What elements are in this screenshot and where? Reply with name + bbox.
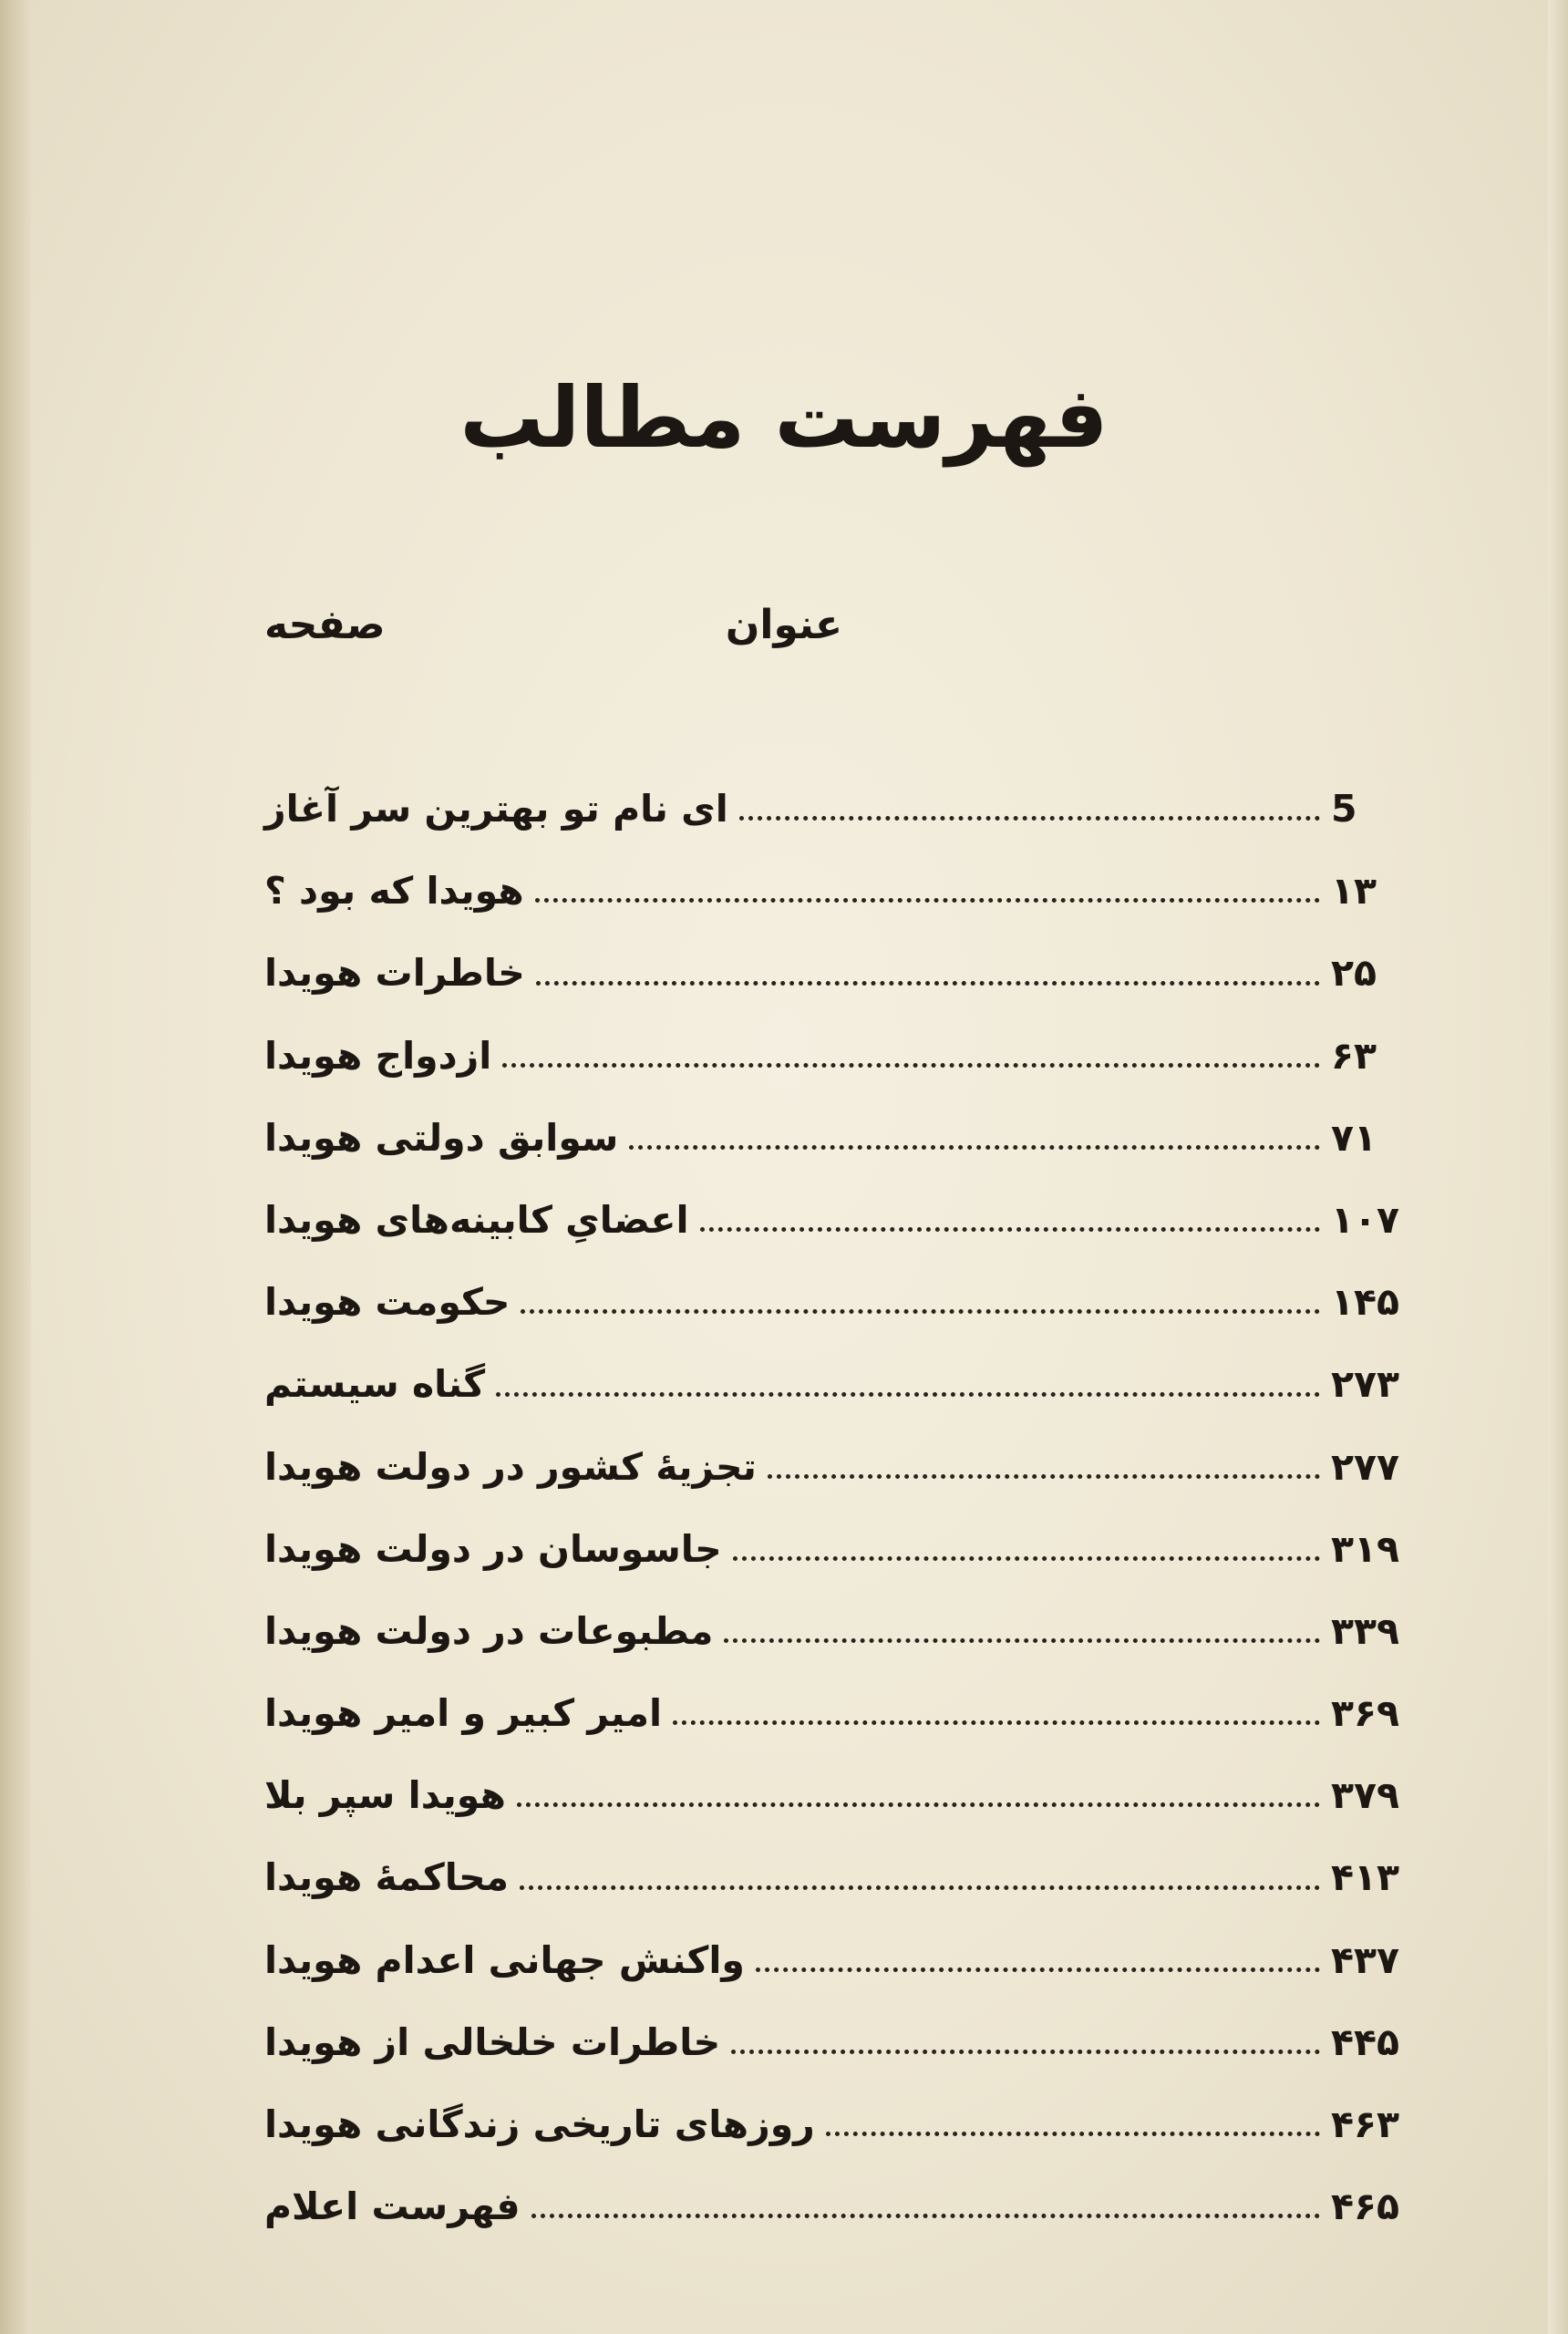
toc-entry-page: ۳۱۹ (1331, 1526, 1400, 1571)
toc-entry-page: ۴۶۵ (1331, 2184, 1400, 2229)
toc-entry[interactable] (264, 1079, 1413, 1161)
table-of-contents (264, 749, 1413, 2229)
page-binding-edge (0, 0, 31, 2334)
toc-entry[interactable] (264, 749, 1413, 831)
dot-leader (733, 1556, 1320, 1561)
toc-entry[interactable] (264, 1818, 1413, 1900)
toc-entry-page: ۴۴۵ (1331, 2019, 1400, 2064)
toc-entry[interactable] (264, 1325, 1413, 1407)
toc-entry-title: روزهای تاریخی زندگانی هویدا (264, 2102, 815, 2146)
toc-entry-page: ۴۳۷ (1331, 1937, 1400, 1982)
page-column-header: صفحه (264, 602, 386, 648)
toc-entry-title: تجزیهٔ کشور در دولت هویدا (264, 1444, 757, 1489)
toc-entry-page: ۷۱ (1331, 1115, 1377, 1160)
page-title: فهرست مطالب (459, 369, 1109, 467)
title-column-header: عنوان (725, 602, 843, 648)
toc-entry[interactable] (264, 1736, 1413, 1818)
toc-entry-page: ۲۵ (1331, 951, 1377, 996)
toc-entry-title: امیر کبیر و امیر هویدا (264, 1691, 663, 1736)
toc-entry-page: ۲۷۳ (1331, 1362, 1400, 1407)
dot-leader (496, 1392, 1320, 1397)
toc-entry-title: سوابق دولتی هویدا (264, 1115, 619, 1160)
toc-entry-title: اعضایِ کابینه‌های هویدا (264, 1197, 689, 1242)
dot-leader (739, 816, 1320, 821)
toc-entry[interactable] (264, 831, 1413, 914)
toc-entry[interactable] (264, 1161, 1413, 1243)
toc-entry-title: خاطرات خلخالی از هویدا (264, 2019, 721, 2064)
dot-leader (700, 1227, 1320, 1232)
toc-entry-title: گناه سیستم (264, 1362, 486, 1407)
dot-leader (768, 1474, 1320, 1479)
toc-entry[interactable] (264, 1572, 1413, 1654)
dot-leader (502, 1063, 1320, 1068)
dot-leader (517, 1802, 1320, 1807)
dot-leader (673, 1720, 1320, 1725)
toc-entry-page: ۴۶۳ (1331, 2102, 1400, 2146)
dot-leader (756, 1967, 1320, 1972)
toc-entry[interactable] (264, 1408, 1413, 1490)
toc-entry[interactable] (264, 914, 1413, 996)
dot-leader (826, 2132, 1320, 2136)
dot-leader (520, 1885, 1320, 1890)
toc-entry-title: واکنش جهانی اعدام هویدا (264, 1937, 745, 1982)
toc-entry-page: ۶۳ (1331, 1033, 1377, 1078)
dot-leader (536, 981, 1320, 986)
toc-entry-title: ازدواج هویدا (264, 1033, 492, 1078)
toc-entry-page: ۱۴۵ (1331, 1280, 1400, 1325)
toc-entry-page: ۴۱۳ (1331, 1855, 1400, 1900)
toc-entry[interactable] (264, 2065, 1413, 2147)
toc-entry[interactable] (264, 997, 1413, 1079)
toc-entry[interactable] (264, 1983, 1413, 2065)
toc-entry-page: ۳۳۹ (1331, 1608, 1400, 1653)
toc-entry-title: محاکمهٔ هویدا (264, 1855, 510, 1900)
toc-entry-title: فهرست اعلام (264, 2184, 521, 2229)
dot-leader (531, 2214, 1320, 2218)
toc-entry[interactable] (264, 1243, 1413, 1325)
toc-entry-title: جاسوسان در دولت هویدا (264, 1526, 722, 1571)
toc-entry-title: هویدا که بود ؟ (264, 869, 524, 914)
toc-entry-title: هویدا سپر بلا (264, 1773, 506, 1818)
toc-entry-page: ۳۶۹ (1331, 1691, 1400, 1736)
toc-entry-title: مطبوعات در دولت هویدا (264, 1608, 714, 1653)
dot-leader (535, 898, 1320, 903)
toc-entry-page: ۳۷۹ (1331, 1773, 1400, 1818)
toc-entry-title: ای نام تو بهترین سر آغاز (264, 787, 728, 831)
toc-entry[interactable] (264, 1901, 1413, 1983)
dot-leader (521, 1309, 1320, 1314)
dot-leader (724, 1638, 1320, 1643)
dot-leader (629, 1145, 1320, 1150)
toc-entry-page: ۲۷۷ (1331, 1444, 1400, 1489)
toc-entry-title: خاطرات هویدا (264, 951, 525, 996)
toc-entry-page: 5 (1331, 787, 1357, 831)
toc-entry[interactable] (264, 1490, 1413, 1572)
toc-entry-page: ۱۳ (1331, 869, 1377, 914)
toc-entry[interactable] (264, 2147, 1413, 2229)
toc-entry-page: ۱۰۷ (1331, 1197, 1400, 1242)
toc-entry[interactable] (264, 1654, 1413, 1736)
dot-leader (731, 2050, 1320, 2054)
page-outer-edge (1548, 0, 1568, 2334)
toc-entry-title: حکومت هویدا (264, 1280, 511, 1325)
